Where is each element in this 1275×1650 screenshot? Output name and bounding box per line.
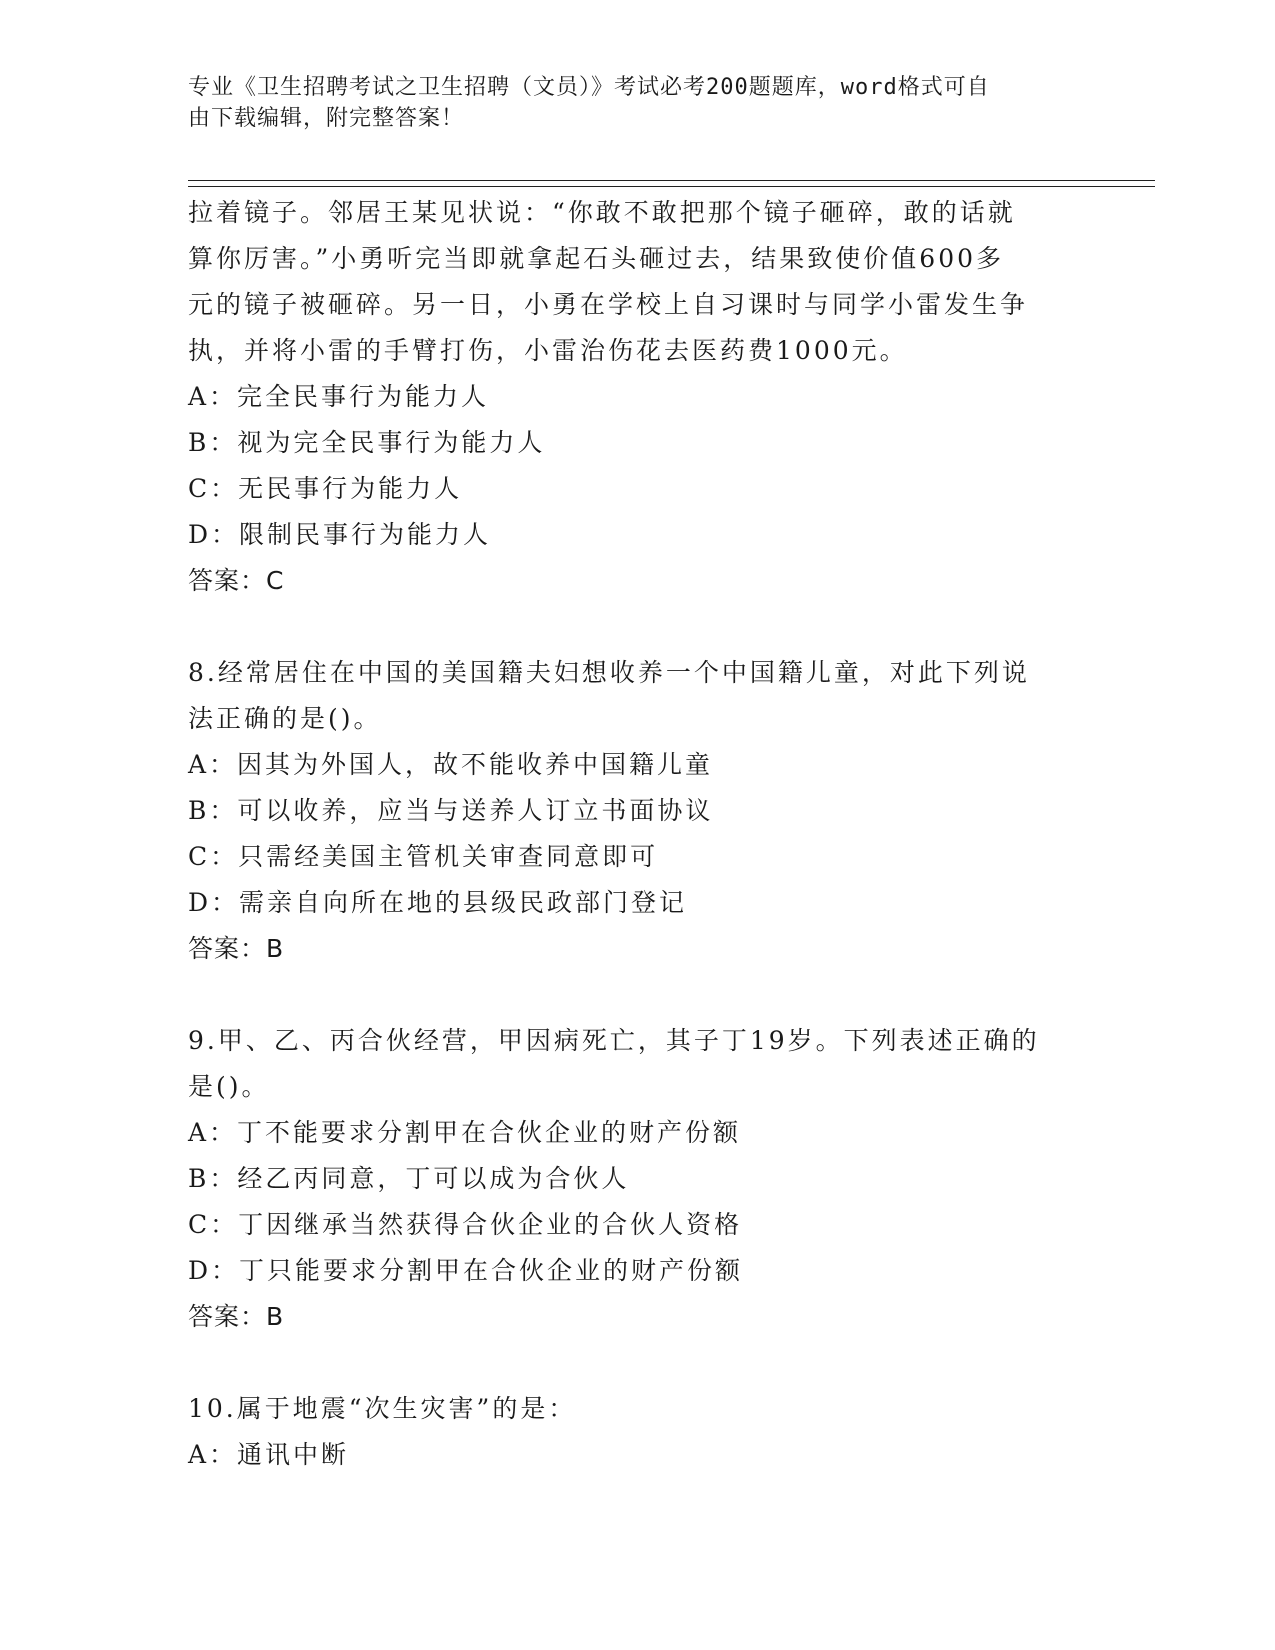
header-divider-top	[188, 180, 1155, 181]
option-c: C：无民事行为能力人	[188, 474, 463, 503]
option-b: B：可以收养，应当与送养人订立书面协议	[188, 796, 714, 825]
option-d: D：丁只能要求分割甲在合伙企业的财产份额	[188, 1256, 744, 1285]
question-9	[188, 1018, 1088, 1340]
question-10	[188, 1386, 1088, 1478]
option-c: C：丁因继承当然获得合伙企业的合伙人资格	[188, 1210, 743, 1239]
option-a: A：通讯中断	[188, 1440, 350, 1469]
option-c: C：只需经美国主管机关审查同意即可	[188, 842, 659, 871]
spacer	[188, 604, 1088, 650]
option-d: D：需亲自向所在地的县级民政部门登记	[188, 888, 688, 917]
question-stem-line: 拉着镜子。邻居王某见状说：“你敢不敢把那个镜子砸碎，敢的话就	[188, 198, 1016, 227]
question-stem-line: 法正确的是()。	[188, 704, 382, 733]
answer: 答案：B	[188, 934, 285, 963]
option-a: A：完全民事行为能力人	[188, 382, 490, 411]
question-stem-line: 算你厉害。”小勇听完当即就拿起石头砸过去，结果致使价值600多	[188, 244, 1005, 273]
answer: 答案：C	[188, 566, 285, 595]
question-stem-line: 元的镜子被砸碎。另一日，小勇在学校上自习课时与同学小雷发生争	[188, 290, 1029, 319]
option-a: A：因其为外国人，故不能收养中国籍儿童	[188, 750, 714, 779]
question-7	[188, 190, 1088, 604]
question-stem-line: 10.属于地震“次生灾害”的是：	[188, 1394, 577, 1423]
option-a: A：丁不能要求分割甲在合伙企业的财产份额	[188, 1118, 742, 1147]
option-b: B：经乙丙同意，丁可以成为合伙人	[188, 1164, 630, 1193]
option-d: D：限制民事行为能力人	[188, 520, 492, 549]
spacer	[188, 1340, 1088, 1386]
answer: 答案：B	[188, 1302, 285, 1331]
question-8	[188, 650, 1088, 972]
option-b: B：视为完全民事行为能力人	[188, 428, 546, 457]
header-divider-bottom	[188, 186, 1155, 187]
question-stem-line: 是()。	[188, 1072, 270, 1101]
document-body	[188, 190, 1088, 1478]
spacer	[188, 972, 1088, 1018]
question-stem-line: 执，并将小雷的手臂打伤，小雷治伤花去医药费1000元。	[188, 336, 908, 365]
header-title-line-1: 专业《卫生招聘考试之卫生招聘（文员）》考试必考200题题库，word格式可自	[188, 75, 990, 100]
document-header	[188, 72, 1068, 134]
question-stem-line: 9.甲、乙、丙合伙经营，甲因病死亡，其子丁19岁。下列表述正确的	[188, 1026, 1040, 1055]
header-title-line-2: 由下载编辑，附完整答案！	[188, 106, 465, 131]
question-stem-line: 8.经常居住在中国的美国籍夫妇想收养一个中国籍儿童，对此下列说	[188, 658, 1030, 687]
